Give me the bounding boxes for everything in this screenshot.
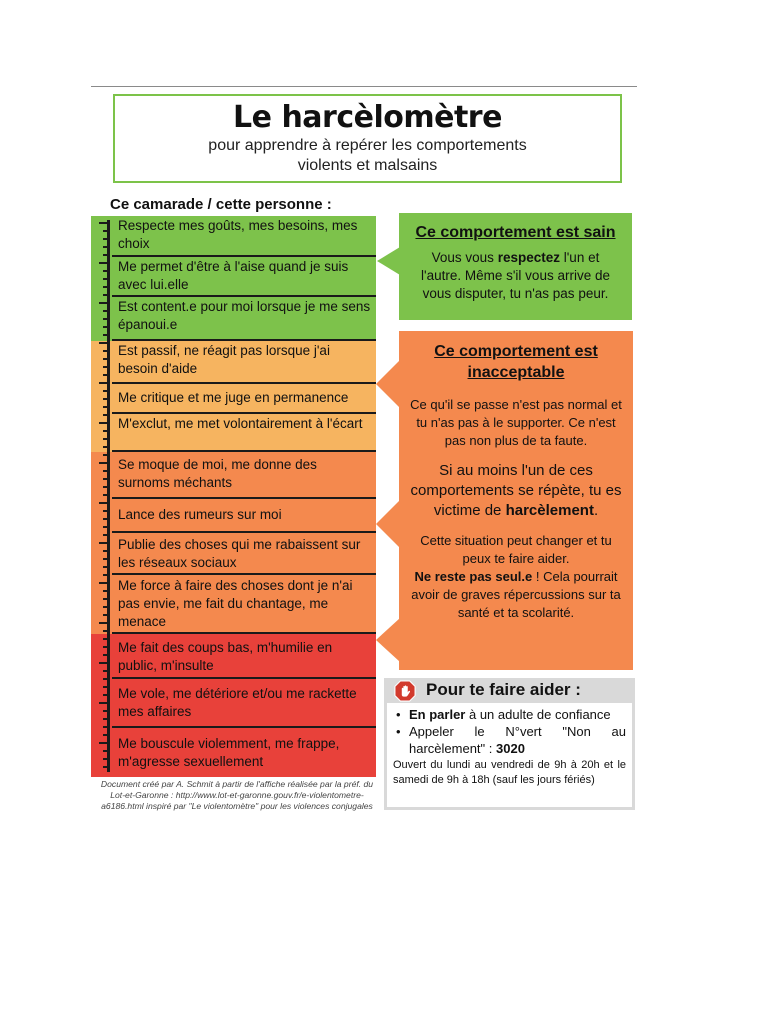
para3-part: ! Cela pourrait avoir de graves répercussions sur ta santé et ta scolarité.: [411, 569, 621, 620]
para3-part: Cette situation peut changer et tu peux te faire aider.: [420, 533, 612, 566]
ruler-tick: [103, 694, 110, 696]
pointer-arrow-orange: [376, 360, 400, 408]
ruler-tick: [99, 342, 110, 344]
ruler-tick: [103, 334, 110, 336]
ruler-tick: [103, 326, 110, 328]
scale-item: Me force à faire des choses dont je n'ai pas envie, me fait du chantage, me menace: [112, 575, 376, 634]
ruler-tick: [103, 678, 110, 680]
ruler-tick: [103, 278, 110, 280]
scale-item: Lance des rumeurs sur moi: [112, 499, 376, 533]
intro-label: Ce camarade / cette personne :: [110, 196, 332, 213]
ruler-tick: [103, 670, 110, 672]
para3-bold: Ne reste pas seul.e: [414, 569, 533, 584]
ruler-tick: [99, 222, 110, 224]
ruler: [98, 220, 110, 772]
ruler-tick: [103, 486, 110, 488]
help-item: [393, 706, 626, 723]
ruler-tick: [103, 758, 110, 760]
hotline-number: 3020: [496, 741, 525, 756]
ruler-tick: [103, 286, 110, 288]
scale-item: Me permet d'être à l'aise quand je suis avec lui.elle: [112, 257, 376, 297]
ruler-tick: [103, 614, 110, 616]
ruler-tick: [103, 566, 110, 568]
ruler-tick: [103, 310, 110, 312]
unacceptable-para-1: Ce qu'il se passe n'est pas normal et tu n'as pas à le supporter. Ce n'est pas non plus de ta faute.: [410, 397, 622, 448]
ruler-tick: [103, 518, 110, 520]
ruler-tick: [103, 470, 110, 472]
help-card: [384, 678, 635, 810]
scale-item: Publie des choses qui me rabaissent sur les réseaux sociaux: [112, 533, 376, 575]
help-item-text: Appeler le N°vert "Non au harcèlement" :: [409, 724, 626, 756]
ruler-tick: [103, 590, 110, 592]
ruler-tick: [103, 446, 110, 448]
ruler-tick: [99, 742, 110, 744]
pointer-arrow-orange: [376, 500, 400, 548]
ruler-tick: [99, 542, 110, 544]
help-item-bold: En parler: [409, 707, 466, 722]
ruler-tick: [103, 454, 110, 456]
scale-item: M'exclut, me met volontairement à l'écart: [112, 414, 376, 452]
help-item-text: à un adulte de confiance: [465, 707, 611, 722]
ruler-tick: [99, 382, 110, 384]
ruler-tick: [103, 238, 110, 240]
ruler-tick: [103, 534, 110, 536]
scale-item: Me vole, me détériore et/ou me rackette mes affaires: [112, 679, 376, 728]
help-card-header: [384, 678, 635, 703]
ruler-tick: [103, 726, 110, 728]
ruler-tick: [99, 302, 110, 304]
scale-item: Me bouscule violemment, me frappe, m'agresse sexuellement: [112, 728, 376, 777]
ruler-tick: [99, 462, 110, 464]
ruler-tick: [103, 526, 110, 528]
unacceptable-para-2: [399, 461, 633, 521]
ruler-tick: [99, 622, 110, 624]
hotline-hours: Ouvert du lundi au vendredi de 9h à 20h et le samedi de 9h à 18h (sauf les jours fériés): [393, 759, 626, 786]
ruler-tick: [103, 398, 110, 400]
subtitle-line-1: pour apprendre à repérer les comportements: [208, 137, 527, 154]
ruler-tick: [103, 390, 110, 392]
ruler-tick: [103, 606, 110, 608]
ruler-tick: [99, 662, 110, 664]
ruler-tick: [103, 438, 110, 440]
scale-item: Me critique et me juge en permanence: [112, 384, 376, 414]
ruler-tick: [99, 422, 110, 424]
ruler-tick: [103, 318, 110, 320]
ruler-tick: [103, 414, 110, 416]
healthy-card: [399, 213, 632, 320]
ruler-tick: [103, 270, 110, 272]
ruler-tick: [103, 478, 110, 480]
para2-part: Si au moins l'un de ces comportements se répète, tu es victime de: [410, 462, 622, 519]
title-box: [113, 94, 622, 183]
ruler-tick: [103, 230, 110, 232]
healthy-text-bold: respectez: [497, 250, 560, 265]
ruler-tick: [103, 374, 110, 376]
ruler-tick: [103, 494, 110, 496]
healthy-card-title: Ce comportement est sain: [415, 224, 616, 241]
scale-item: Me fait des coups bas, m'humilie en public, m'insulte: [112, 634, 376, 679]
ruler-tick: [103, 246, 110, 248]
para2-part: .: [593, 502, 599, 519]
ruler-tick: [103, 750, 110, 752]
top-divider: [91, 86, 637, 87]
ruler-tick: [103, 598, 110, 600]
ruler-tick: [103, 718, 110, 720]
ruler-tick: [103, 686, 110, 688]
help-card-body: [387, 703, 632, 807]
help-card-title: Pour te faire aider :: [426, 680, 581, 699]
ruler-tick: [103, 254, 110, 256]
unacceptable-para-3: [399, 532, 633, 622]
ruler-tick: [103, 654, 110, 656]
subtitle-line-2: violents et malsains: [297, 157, 438, 174]
ruler-tick: [103, 558, 110, 560]
ruler-tick: [99, 702, 110, 704]
ruler-tick: [103, 766, 110, 768]
ruler-tick: [103, 630, 110, 632]
ruler-tick: [103, 406, 110, 408]
healthy-text-part: l'un et l'autre. Même s'il vous arrive de vous disputer, tu n'as pas peur.: [421, 250, 610, 301]
ruler-tick: [103, 638, 110, 640]
page-title: Le harcèlomètre: [233, 100, 502, 135]
title-line-1: Ce comportement est: [434, 343, 598, 360]
pointer-arrow-orange: [376, 618, 400, 662]
unacceptable-card: [399, 331, 633, 670]
ruler-tick: [103, 646, 110, 648]
healthy-card-text: [399, 249, 632, 303]
help-list: [393, 706, 626, 757]
pointer-arrow-green: [377, 247, 400, 275]
ruler-tick: [103, 358, 110, 360]
scale-item: Est content.e pour moi lorsque je me sens épanoui.e: [112, 297, 376, 341]
stop-hand-icon: [394, 680, 416, 702]
scale-item: Se moque de moi, me donne des surnoms méchants: [112, 452, 376, 499]
ruler-tick: [103, 550, 110, 552]
ruler-tick: [103, 350, 110, 352]
ruler-tick: [103, 294, 110, 296]
ruler-tick: [99, 582, 110, 584]
title-line-2: inacceptable: [467, 364, 565, 381]
healthy-text-part: Vous vous: [431, 250, 498, 265]
scale-item: Respecte mes goûts, mes besoins, mes choix: [112, 216, 376, 257]
ruler-tick: [103, 430, 110, 432]
ruler-tick: [103, 734, 110, 736]
help-item: [393, 723, 626, 757]
unacceptable-card-title: [399, 341, 633, 383]
ruler-tick: [99, 502, 110, 504]
ruler-tick: [103, 510, 110, 512]
scale-item: Est passif, ne réagit pas lorsque j'ai besoin d'aide: [112, 341, 376, 384]
ruler-tick: [103, 710, 110, 712]
ruler-tick: [99, 262, 110, 264]
credit-note: Document créé par A. Schmit à partir de l'affiche réalisée par la préf. du Lot-et-Garonne : http://www.lot-et-garonne.gouv.fr/e-violentometre-a6186.html inspiré par "Le violentomètre" pour les violences conjugales: [100, 779, 374, 811]
ruler-tick: [103, 574, 110, 576]
ruler-tick: [103, 366, 110, 368]
para2-bold: harcèlement: [505, 502, 594, 519]
